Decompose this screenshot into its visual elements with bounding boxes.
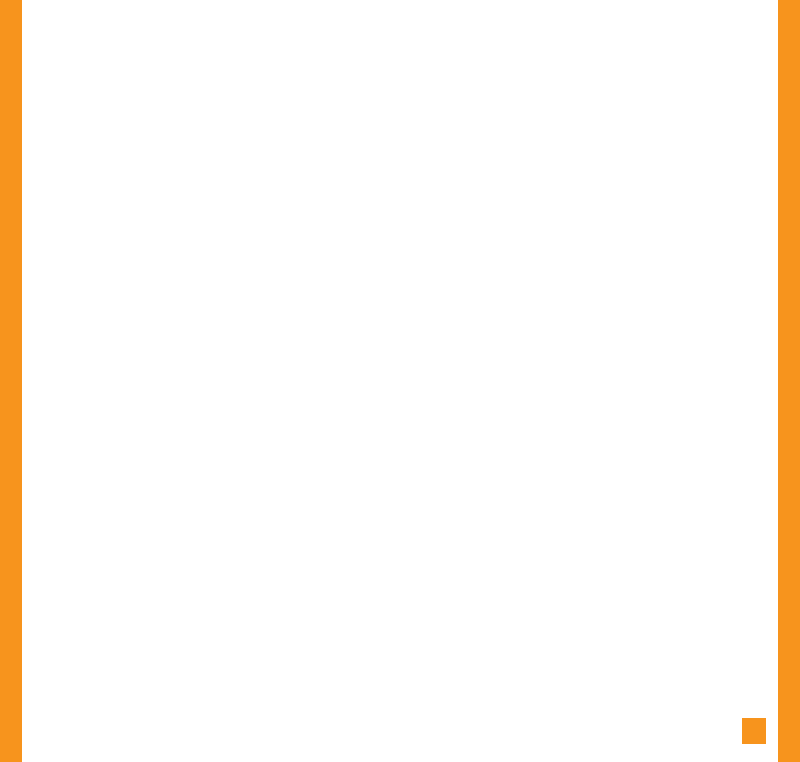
- page-number: [742, 718, 766, 744]
